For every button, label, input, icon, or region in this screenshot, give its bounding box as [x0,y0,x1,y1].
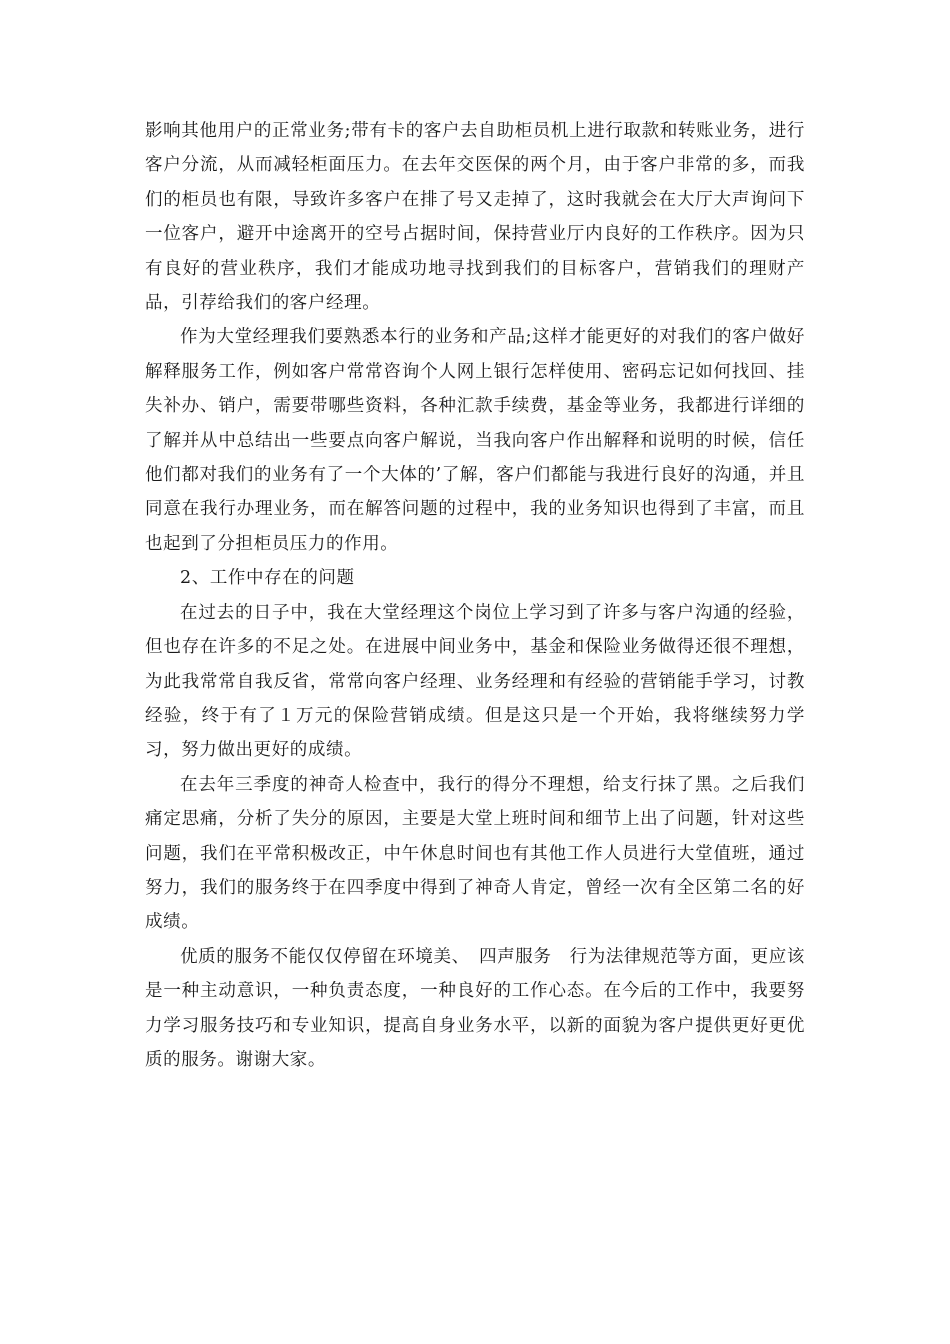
paragraph-mystery-shopper: 在去年三季度的神奇人检查中，我行的得分不理想，给支行抹了黑。之后我们痛定思痛，分析了失分的原因，主要是大堂上班时间和细节上出了问题，针对这些问题，我们在平常积极改正，中午休息时间也有其他工作人员进行大堂值班，通过努力，我们的服务终于在四季度中得到了神奇人肯定，曾经一次有全区第二名的好成绩。 [145,774,805,933]
paragraph-customer-flow: 影响其他用户的正常业务;带有卡的客户去自助柜员机上进行取款和转账业务，进行客户分流，从而减轻柜面压力。在去年交医保的两个月，由于客户非常的多，而我们的柜员也有限，导致许多客户在排了号又走掉了，这时我就会在大厅大声询问下一位客户，避开中途离开的空号占据时间，保持营业厅内良好的工作秩序。因为只有良好的营业秩序，我们才能成功地寻找到我们的目标客户，营销我们的理财产品，引荐给我们的客户经理。 [145,121,805,314]
paragraph-closing: 优质的服务不能仅仅停留在环境美、 四声服务 行为法律规范等方面，更应该是一种主动意识，一种负责态度，一种良好的工作心态。在今后的工作中，我要努力学习服务技巧和专业知识，提高自身业务水平，以新的面貌为客户提供更好更优质的服务。谢谢大家。 [145,946,805,1070]
document-page [145,114,805,1077]
paragraph-product-knowledge: 作为大堂经理我们要熟悉本行的业务和产品;这样才能更好的对我们的客户做好解释服务工作，例如客户常常咨询个人网上银行怎样使用、密码忘记如何找回、挂失补办、销户，需要带哪些资料，各种汇款手续费，基金等业务，我都进行详细的了解并从中总结出一些要点向客户解说，当我向客户作出解释和说明的时候，信任他们都对我们的业务有了一个大体的’了解，客户们都能与我进行良好的沟通，并且同意在我行办理业务，而在解答问题的过程中，我的业务知识也得到了丰富，而且也起到了分担柜员压力的作用。 [145,327,805,554]
section-heading-problems: 2、工作中存在的问题 [180,568,355,589]
paragraph-shortcomings: 在过去的日子中，我在大堂经理这个岗位上学习到了许多与客户沟通的经验，但也存在许多的不足之处。在进展中间业务中，基金和保险业务做得还很不理想，为此我常常自我反省，常常向客户经理、业务经理和有经验的营销能手学习，讨教经验，终于有了１万元的保险营销成绩。但是这只是一个开始，我将继续努力学习，努力做出更好的成绩。 [145,602,805,761]
